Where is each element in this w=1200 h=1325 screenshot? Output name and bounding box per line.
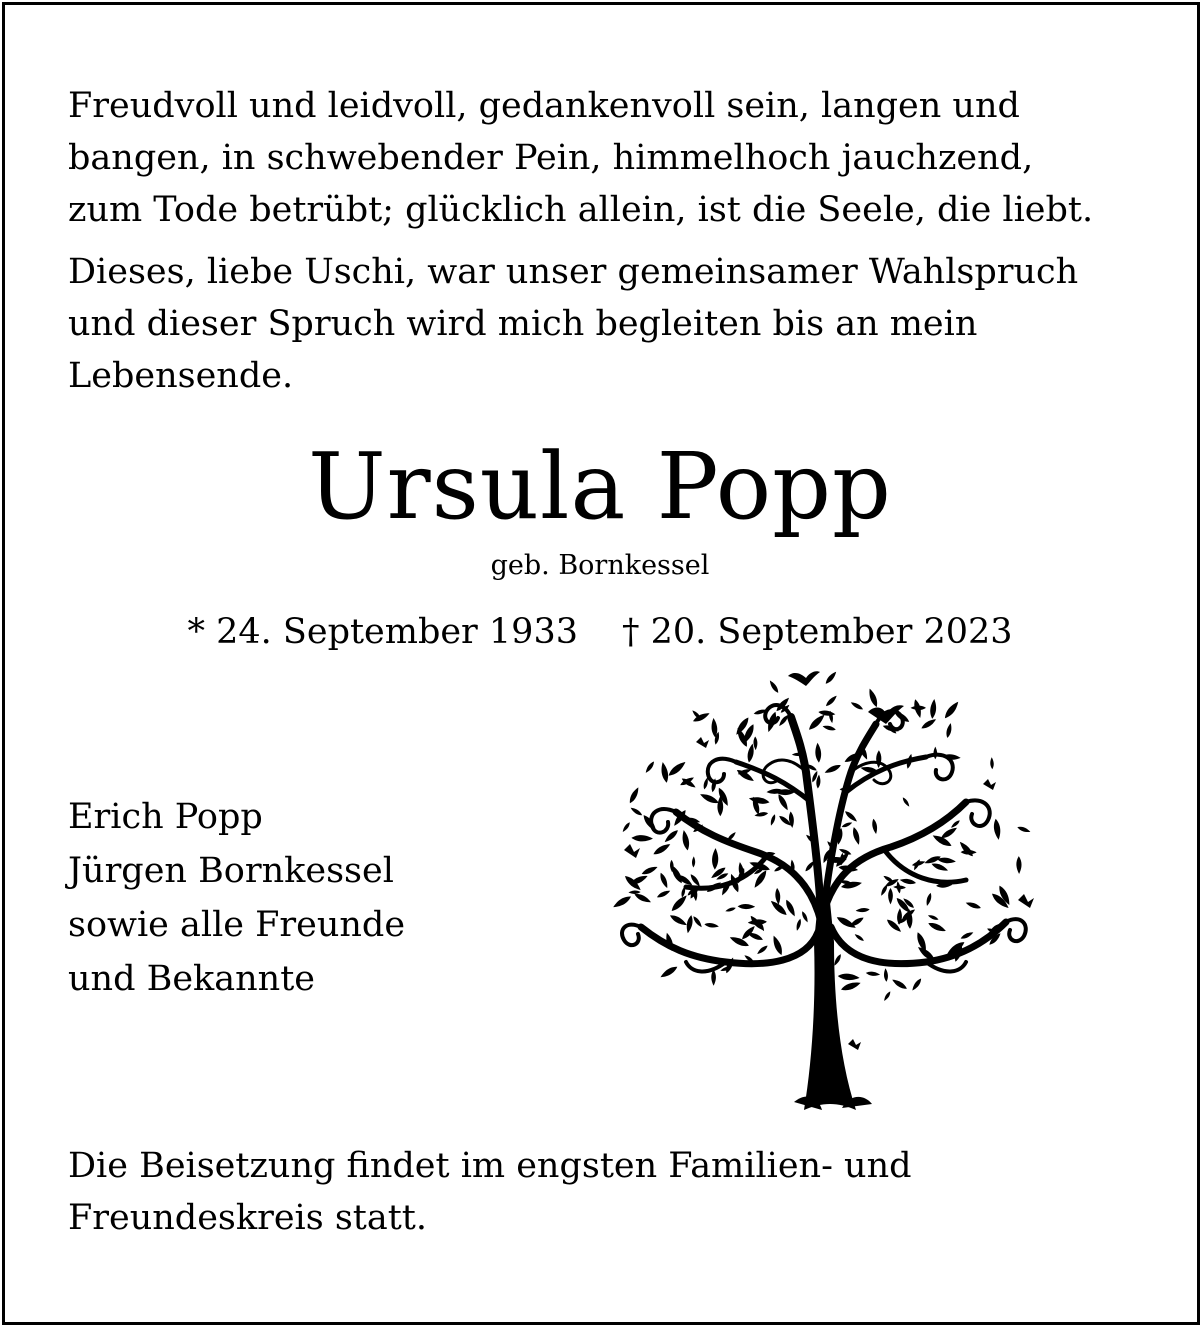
leaf-shape	[943, 700, 961, 720]
leaf-shape	[711, 970, 716, 986]
leaf-shape	[965, 901, 982, 911]
leaf-shape	[891, 978, 908, 991]
leaf-shape	[884, 968, 889, 982]
leaf-shape	[925, 892, 932, 906]
leaf-shape	[669, 893, 688, 913]
leaf-shape	[692, 856, 696, 867]
leaf-shape	[776, 793, 790, 812]
death-date: † 20. September 2023	[622, 612, 1013, 652]
leaf-shape	[807, 713, 827, 732]
leaf-shape	[612, 894, 633, 910]
leaf-shape	[699, 792, 720, 806]
mourner-item: Erich Popp	[68, 797, 263, 837]
mourner-item: Jürgen Bornkessel	[68, 851, 394, 891]
leaf-shape	[901, 796, 910, 807]
leaf-shape	[652, 842, 672, 857]
leaf-shape	[841, 821, 853, 828]
leaf-shape	[788, 811, 794, 828]
leaf-shape	[667, 760, 688, 778]
leaf-shape	[899, 878, 916, 886]
leaf-shape	[871, 818, 878, 834]
leaf-shape	[883, 991, 892, 1002]
leaf-shape	[911, 977, 923, 992]
leaf-shape	[840, 980, 862, 992]
leaf-shape	[850, 701, 864, 712]
leaf-shape	[844, 810, 859, 824]
leaf-shape	[656, 889, 671, 899]
leaf-shape	[738, 904, 756, 909]
leaf-shape	[824, 763, 842, 775]
leaf-shape	[681, 830, 691, 851]
leaf-shape	[669, 913, 689, 928]
leaf-shape	[644, 760, 656, 774]
dedication-text: Dieses, liebe Uschi, war unser gemeinsamer Wahlspruch und dieser Spruch wird mich begleiten bis an mein Lebensende.	[68, 252, 1079, 396]
leaf-shape	[822, 724, 836, 731]
leaf-shape	[659, 964, 679, 979]
leaf-shape	[856, 907, 870, 912]
leaf-shape	[945, 723, 953, 739]
leaf-shape	[704, 922, 719, 928]
mourner-item: sowie alle Freunde	[68, 905, 406, 945]
leaf-shape	[756, 944, 769, 955]
leaf-shape	[725, 906, 736, 912]
leaf-shape	[893, 885, 906, 889]
leaf-shape	[660, 762, 670, 784]
leaf-shape	[960, 931, 974, 941]
mourners-list	[68, 790, 405, 1006]
leaf-shape	[753, 736, 757, 750]
leaf-shape	[851, 826, 861, 845]
leaf-shape	[771, 935, 784, 957]
leaf-shape	[1016, 856, 1021, 874]
leaf-shape	[911, 706, 926, 710]
leaf-shape	[927, 914, 939, 921]
leaf-shape	[920, 717, 937, 730]
leaf-shape	[1017, 825, 1031, 834]
tree-with-birds-icon	[606, 662, 1036, 1118]
leaf-shape	[824, 670, 838, 685]
leaf-shape	[950, 819, 961, 829]
leaf-shape	[746, 743, 755, 763]
deceased-name: Ursula Popp	[308, 433, 892, 540]
leaf-shape	[838, 973, 860, 981]
leaf-shape	[958, 840, 975, 858]
leaf-shape	[769, 814, 776, 826]
leaf-shape	[692, 915, 703, 928]
leaf-shape	[866, 971, 881, 977]
leaf-shape	[621, 821, 631, 833]
text-block	[68, 80, 1138, 402]
leaf-shape	[748, 795, 770, 805]
maiden-name: geb. Bornkessel	[490, 550, 710, 581]
leaf-shape	[929, 699, 937, 719]
mourner-item: und Bekannte	[68, 959, 315, 999]
leaf-shape	[876, 750, 881, 768]
leaf-shape	[795, 918, 802, 931]
life-dates	[0, 608, 1200, 656]
leaf-shape	[630, 806, 644, 817]
leaf-shape	[927, 921, 947, 934]
leaf-shape	[801, 911, 810, 924]
leaf-shape	[854, 933, 865, 942]
funeral-note: Die Beisetzung findet im engsten Familien- und Freundeskreis statt.	[68, 1146, 912, 1238]
leaf-shape	[867, 688, 879, 708]
leaf-shape	[685, 915, 694, 934]
leaf-shape	[658, 872, 669, 889]
leaf-shape	[818, 710, 836, 717]
leaf-shape	[631, 835, 653, 842]
leaf-shape	[623, 874, 643, 893]
leaf-shape	[937, 857, 956, 865]
leaf-shape	[990, 757, 994, 769]
leaf-shape	[641, 865, 659, 877]
leaf-shape	[628, 786, 641, 804]
quote-text: Freudvoll und leidvoll, gedankenvoll sein, langen und bangen, in schwebender Pein, himmelhoch jauchzend, zum Tode betrübt; glücklich allein, ist die Seele, die liebt.	[68, 86, 1094, 230]
leaf-shape	[628, 890, 640, 894]
leaf-shape	[775, 888, 781, 905]
leaf-shape	[993, 818, 1002, 840]
leaf-shape	[768, 679, 780, 694]
leaf-shape	[888, 888, 893, 904]
birth-date: * 24. September 1933	[187, 612, 578, 652]
leaf-shape	[712, 848, 719, 870]
leaf-shape	[815, 743, 822, 763]
leaf-shape	[825, 694, 839, 707]
